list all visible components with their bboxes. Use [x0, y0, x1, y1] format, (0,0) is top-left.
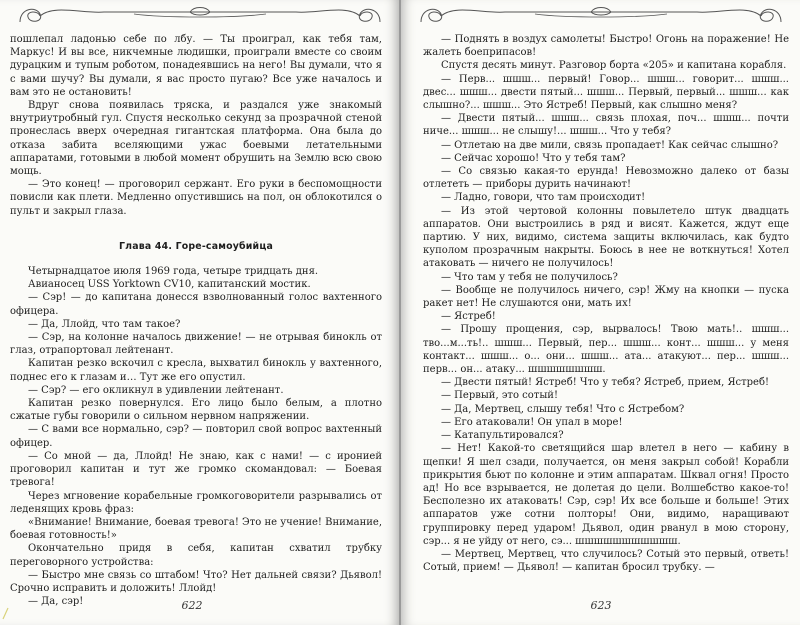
- paragraph: Спустя десять минут. Разговор борта «205» и капитана корабля.: [441, 60, 787, 72]
- paragraph: «Внимание! Внимание, боевая тревога! Это не учение! Внимание, боевая готовность!»: [10, 516, 382, 542]
- paragraph: — Поднять в воздух самолеты! Быстро! Огонь на поражение! Не жалеть боеприпасов!: [423, 34, 789, 59]
- right-page: [401, 0, 800, 625]
- paragraph: Капитан резко вскочил с кресла, выхватил бинокль у вахтенного, поднес его к глазам и… Тут же его опустил.: [10, 358, 382, 383]
- paragraph: Окончательно придя в себя, капитан схватил трубку переговорного устройства:: [10, 543, 382, 568]
- paragraph: — Это конец! — проговорил сержант. Его руки в беспомощности повисли как плети. Медленно опустившись на пол, он облокотился о пульт и закрыл глаза.: [10, 179, 382, 217]
- paragraph: — Нет! Какой-то светящийся шар влетел в него — кабину в щепки! Я шел сзади, получается, он меня закрыл собой! Корабли прикрытия бьют по колонне и этим аппаратам. Шквал огня! Просто ад! Но все взрывается, не долетая до цели. Волшебство какое-то! Бесполезно их атаковать! Сэр, сэр! Их все больше и больше! Этих аппаратов уже сотни полторы! Они, видимо, наращивают группировку перед ударом! Дьявол, один рванул в мою сторону, сэр... я не уйду от него, сэ... шшшшшшшшшшш.: [423, 443, 789, 547]
- paragraph: — С вами все нормально, сэр? — повторил свой вопрос вахтенный офицер.: [10, 424, 382, 449]
- paragraph: — Что там у тебя не получилось?: [441, 271, 618, 283]
- paragraph: — Сэр! — до капитана донесся взволнованный голос вахтенного офицера.: [10, 292, 382, 317]
- paragraph: пошлепал ладонью себе по лбу. — Ты проиграл, как тебя там, Маркус! И вы все, никчемные людишки, проиграли вместе со своим дурацким и тупым роботом, понадеявшись на него! Вы думали, что я с вами шучу? Вы думали, я вас просто пугаю? Все уже началось и вам это не остановить!: [10, 34, 382, 98]
- paragraph: — Катапультировался?: [441, 430, 564, 442]
- paragraph: — Ястреб!: [441, 311, 496, 323]
- page-number-right: 623: [590, 599, 612, 612]
- chapter-number: Глава 44.: [118, 240, 173, 252]
- paragraph: — Со мной — да, Ллойд! Не знаю, как с нами! — с иронией проговорил капитан и тут же громко скомандовал: — Боевая тревога!: [10, 450, 382, 489]
- paragraph: — Вообще не получилось ничего, сэр! Жму на кнопки — пуска ракет нет! Не слушаются они, мать их!: [423, 284, 789, 310]
- paragraph: Авианосец USS Yorktown CV10, капитанский мостик.: [28, 279, 311, 291]
- paragraph: — Его атаковали! Он упал в море!: [441, 416, 623, 428]
- paragraph: Капитан резко повернулся. Его лицо было белым, а плотно сжатые губы говорили о сильном нервном напряжении.: [10, 398, 382, 423]
- paragraph: Через мгновение корабельные громкоговорители разрывались от леденящих кровь фраз:: [10, 490, 382, 515]
- header-flourish-ornament: [415, 2, 787, 28]
- corner-mark-icon: [2, 606, 10, 620]
- left-page: [0, 0, 399, 625]
- paragraph: — Перв... шшш... первый! Говор... шшш... говорит... шшш... двес... шшш... двести пятый... шшш... Первый, первый... шшш... как слышно?... шшш... Это Ястреб! Первый, как слышно меня?: [423, 73, 789, 112]
- paragraph: — Быстро мне связь со штабом! Что? Нет дальней связи? Дьявол! Срочно исправить и доложить! Ллойд!: [10, 569, 382, 594]
- paragraph: — Ладно, говори, что там происходит!: [441, 192, 646, 204]
- chapter-title: Горе-самоубийца: [175, 240, 273, 252]
- paragraph: — Сэр, на колонне началось движение! — не отрывая бинокль от глаз, отрапортовал лейтенант.: [10, 332, 382, 357]
- paragraph: — Сэр? — его окликнул в удивлении лейтенант.: [28, 384, 284, 396]
- paragraph: — Двести пятый... шшш... связь плохая, поч... шшш... почти ниче... шшш... не слышу!... шшш... Что у тебя?: [423, 113, 789, 138]
- paragraph: — Из этой чертовой колонны повылетело штук двадцать аппаратов. Они выстроились в ряд и висят. Кажется, ждут еще партию. У них, видимо, система защиты включилась, как будто куполом прозрачным накрыты. Боюсь в нее не воткнуться! Хотел атаковать — ничего не получилось!: [423, 205, 789, 270]
- chapter-heading: [10, 240, 382, 253]
- paragraph: — Со связью какая-то ерунда! Невозможно далеко от базы отлететь — приборы дурить начинают!: [423, 166, 789, 191]
- paragraph: — Да, сэр!: [28, 596, 84, 608]
- left-page-text: [10, 33, 382, 608]
- paragraph: — Прошу прощения, сэр, вырвалось! Твою мать!.. шшш... тво...м...ть!.. шшш... Первый, пер... шшш... конт... шшш... у меня контакт... шшш... о... они... шшш... ата... атакуют... пер... шшш... перв... он... атаку... шшшшшшшш.: [423, 324, 789, 376]
- paragraph: — Отлетаю на две мили, связь пропадает! Как сейчас слышно?: [441, 139, 779, 151]
- header-flourish-ornament: [14, 2, 386, 28]
- paragraph: — Сейчас хорошо! Что у тебя там?: [441, 152, 626, 164]
- paragraph: Вдруг снова появилась тряска, и раздался уже знакомый внутриутробный гул. Спустя несколько секунд за прозрачной стеной пронеслась вверх очередная гигантская платформа. Она была до отказа забита вселяющими ужас боевыми летательными аппаратами, готовыми в любой момент обрушить на Землю всю свою мощь.: [10, 100, 382, 178]
- right-page-text: [423, 33, 789, 574]
- paragraph: — Да, Ллойд, что там такое?: [28, 318, 181, 330]
- paragraph: — Первый, это сотый!: [441, 390, 558, 402]
- paragraph: Четырнадцатое июля 1969 года, четыре тридцать дня.: [28, 266, 319, 278]
- paragraph: — Двести пятый! Ястреб! Что у тебя? Ястреб, прием, Ястреб!: [441, 377, 770, 389]
- page-number-left: 622: [181, 599, 203, 612]
- paragraph: — Да, Мертвец, слышу тебя! Что с Ястребом?: [441, 403, 685, 415]
- paragraph: — Мертвец, Мертвец, что случилось? Сотый это первый, ответь! Сотый, прием! — Дьявол! — капитан бросил трубку. —: [423, 548, 789, 574]
